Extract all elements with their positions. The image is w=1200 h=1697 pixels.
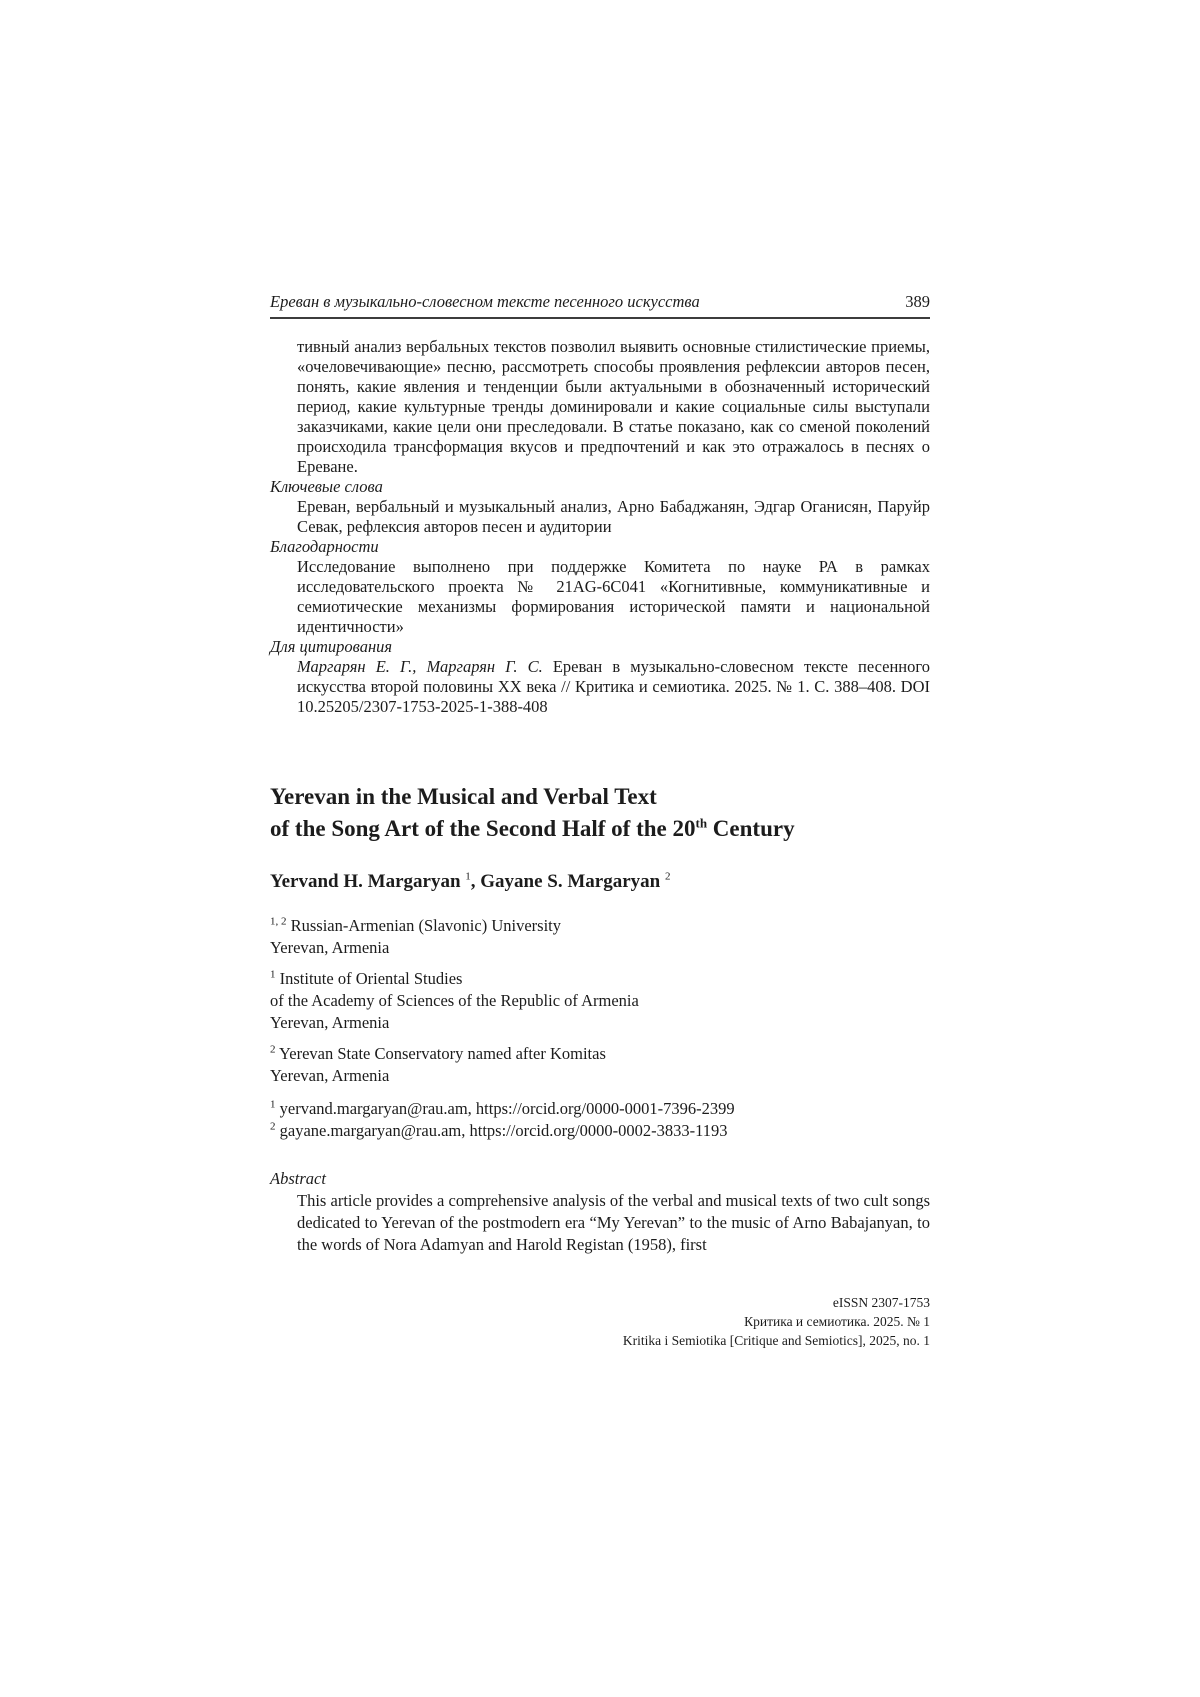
authors-line xyxy=(270,871,930,893)
keywords-label: Ключевые слова xyxy=(270,477,383,496)
affiliation-3-marker: 2 xyxy=(270,1043,276,1056)
citation-authors: Маргарян Е. Г., Маргарян Г. С. xyxy=(297,657,543,676)
authors-separator: , xyxy=(470,871,481,892)
affiliation-2-city: Yerevan, Armenia xyxy=(270,1013,390,1032)
contact-2-marker: 2 xyxy=(270,1120,276,1133)
affiliation-2 xyxy=(270,968,930,1034)
affiliation-2-line2: of the Academy of Sciences of the Republic of Armenia xyxy=(270,991,639,1010)
journal-footer xyxy=(270,1293,930,1350)
affiliation-1-name: Russian-Armenian (Slavonic) University xyxy=(286,916,561,935)
keywords-text: Ереван, вербальный и музыкальный анализ, Арно Бабаджанян, Эдгар Оганисян, Паруйр Севак, рефлексия авторов песен и аудитории xyxy=(297,497,930,536)
affiliation-3-name: Yerevan State Conservatory named after Komitas xyxy=(275,1044,606,1063)
affiliation-2-line1 xyxy=(270,968,930,990)
article-title-line2: of the Song Art of the Second Half of the 20 xyxy=(270,816,696,841)
affiliation-3-line1 xyxy=(270,1043,930,1065)
contact-2-text: gayane.margaryan@rau.am, https://orcid.org/0000-0002-3833-1193 xyxy=(275,1121,728,1140)
russian-abstract-continuation: тивный анализ вербальных текстов позволил выявить основные стилистические приемы, «очеловечивающие» песню, рассмотреть способы проявления рефлексии авторов песен, понять, какие явления и тенденции были актуальными в обозначенный исторический период, какие культурные тренды доминировали и какие социальные силы выступали заказчиками, какие цели они преследовали. В статье показано, как со сменой поколений происходила трансформация вкусов и предпочтений и как это отражалось в песнях о Ереване. xyxy=(297,337,930,476)
author-1-footnote-marker: 1 xyxy=(465,870,471,883)
citation-rest: Ереван в музыкально-словесном тексте песенного искусства второй половины XX века // Критика и семиотика. 2025. № 1. С. 388–408. DOI 10.25205/2307-1753-2025-1-388-408 xyxy=(297,657,930,716)
affiliation-3-city: Yerevan, Armenia xyxy=(270,1066,390,1085)
acknowledgments-text: Исследование выполнено при поддержке Комитета по науке РА в рамках исследовательского проекта № 21AG-6C041 «Когнитивные, коммуникативные и семиотические механизмы формирования исторической памяти и национальной идентичности» xyxy=(297,557,930,636)
article-title-line2-end: Century xyxy=(707,816,795,841)
page-content xyxy=(270,292,930,1256)
affiliation-1 xyxy=(270,915,930,959)
affiliation-2-marker: 1 xyxy=(270,968,276,981)
contact-1-text: yervand.margaryan@rau.am, https://orcid.org/0000-0001-7396-2399 xyxy=(275,1099,735,1118)
footer-journal-ru: Критика и семиотика. 2025. № 1 xyxy=(744,1314,930,1329)
article-title xyxy=(270,781,930,845)
article-title-line1: Yerevan in the Musical and Verbal Text xyxy=(270,784,657,809)
footer-eissn: eISSN 2307-1753 xyxy=(832,1295,930,1310)
citation-label: Для цитирования xyxy=(270,637,393,656)
contact-2 xyxy=(270,1120,930,1142)
affiliation-2-name: Institute of Oriental Studies xyxy=(275,969,463,988)
citation-entry xyxy=(297,657,930,717)
author-1-name: Yervand H. Margaryan xyxy=(270,871,466,892)
abstract-text: This article provides a comprehensive analysis of the verbal and musical texts of two cult songs dedicated to Yerevan of the postmodern era “My Yerevan” to the music of Arno Babajanyan, to the words of Nora Adamyan and Harold Registan (1958), first xyxy=(297,1191,930,1254)
author-2-name: Gayane S. Margaryan xyxy=(480,871,665,892)
affiliations-section xyxy=(270,915,930,1087)
page-header xyxy=(270,292,930,319)
affiliation-1-city: Yerevan, Armenia xyxy=(270,938,390,957)
contacts-section xyxy=(270,1098,930,1142)
title-ordinal-superscript: th xyxy=(695,815,708,831)
acknowledgments-label: Благодарности xyxy=(270,537,379,556)
contact-1-marker: 1 xyxy=(270,1098,276,1111)
contact-1 xyxy=(270,1098,930,1120)
footer-journal-en: Kritika i Semiotika [Critique and Semiotics], 2025, no. 1 xyxy=(622,1333,930,1348)
affiliation-1-line1 xyxy=(270,915,930,937)
running-title: Ереван в музыкально-словесном тексте песенного искусства xyxy=(270,292,700,311)
affiliation-1-marker: 1, 2 xyxy=(270,915,287,928)
affiliation-3 xyxy=(270,1043,930,1087)
page-number: 389 xyxy=(905,292,930,311)
abstract-label: Abstract xyxy=(270,1169,326,1188)
author-2-footnote-marker: 2 xyxy=(664,870,671,883)
